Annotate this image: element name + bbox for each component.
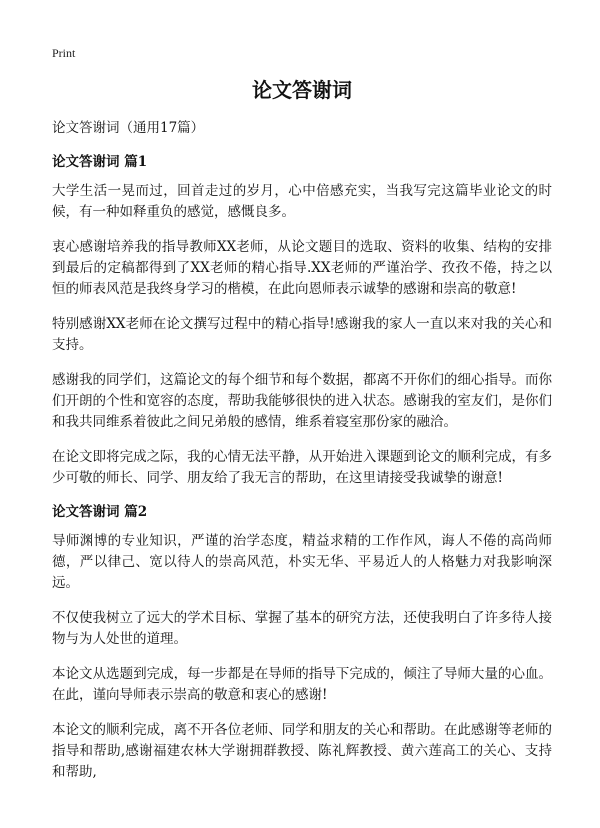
paragraph: 不仅使我树立了远大的学术目标、掌握了基本的研究方法，还使我明白了许多待人接物与为人处世的道理。 bbox=[52, 610, 552, 647]
paragraph: 本论文从选题到完成，每一步都是在导师的指导下完成的，倾注了导师大量的心血。在此，谨向导师表示崇高的敬意和衷心的感谢! bbox=[52, 666, 552, 703]
paragraph: 大学生活一晃而过，回首走过的岁月，心中倍感充实，当我写完这篇毕业论文的时候，有一种如释重负的感觉，感慨良多。 bbox=[52, 183, 552, 220]
print-label: Print bbox=[52, 46, 76, 60]
paragraph: 感谢我的同学们，这篇论文的每个细节和每个数据，都离不开你们的细心指导。而你们开朗的个性和宽容的态度，帮助我能够很快的进入状态。感谢我的室友们，是你们和我共同维系着彼此之间兄弟般的感情，维系着寝室那份家的融洽。 bbox=[52, 372, 552, 430]
document-page bbox=[52, 45, 552, 797]
paragraph: 衷心感谢培养我的指导教师XX老师，从论文题目的选取、资料的收集、结构的安排到最后的定稿都得到了XX老师的精心指导.XX老师的严谨治学、孜孜不倦，持之以恒的师表风范是我终身学习的楷模，在此向恩师表示诚挚的感谢和崇高的敬意! bbox=[52, 239, 552, 297]
document-subtitle: 论文答谢词（通用17篇） bbox=[52, 120, 205, 136]
paragraph: 在论文即将完成之际，我的心情无法平静，从开始进入课题到论文的顺利完成，有多少可敬的师长、同学、朋友给了我无言的帮助，在这里请接受我诚挚的谢意! bbox=[52, 449, 552, 486]
paragraph: 特别感谢XX老师在论文撰写过程中的精心指导!感谢我的家人一直以来对我的关心和支持。 bbox=[52, 316, 552, 353]
section-heading: 论文答谢词 篇1 bbox=[52, 154, 148, 170]
section-1 bbox=[52, 153, 552, 489]
section-2 bbox=[52, 503, 552, 783]
section-heading: 论文答谢词 篇2 bbox=[52, 504, 148, 520]
document-title: 论文答谢词 bbox=[252, 78, 352, 102]
paragraph: 导师渊博的专业知识，严谨的治学态度，精益求精的工作作风，诲人不倦的高尚师德，严以律己、宽以待人的崇高风范，朴实无华、平易近人的人格魅力对我影响深远。 bbox=[52, 533, 552, 591]
paragraph: 本论文的顺利完成，离不开各位老师、同学和朋友的关心和帮助。在此感谢等老师的指导和帮助,感谢福建农林大学谢拥群教授、陈礼辉教授、黄六莲高工的关心、支持和帮助, bbox=[52, 722, 552, 780]
